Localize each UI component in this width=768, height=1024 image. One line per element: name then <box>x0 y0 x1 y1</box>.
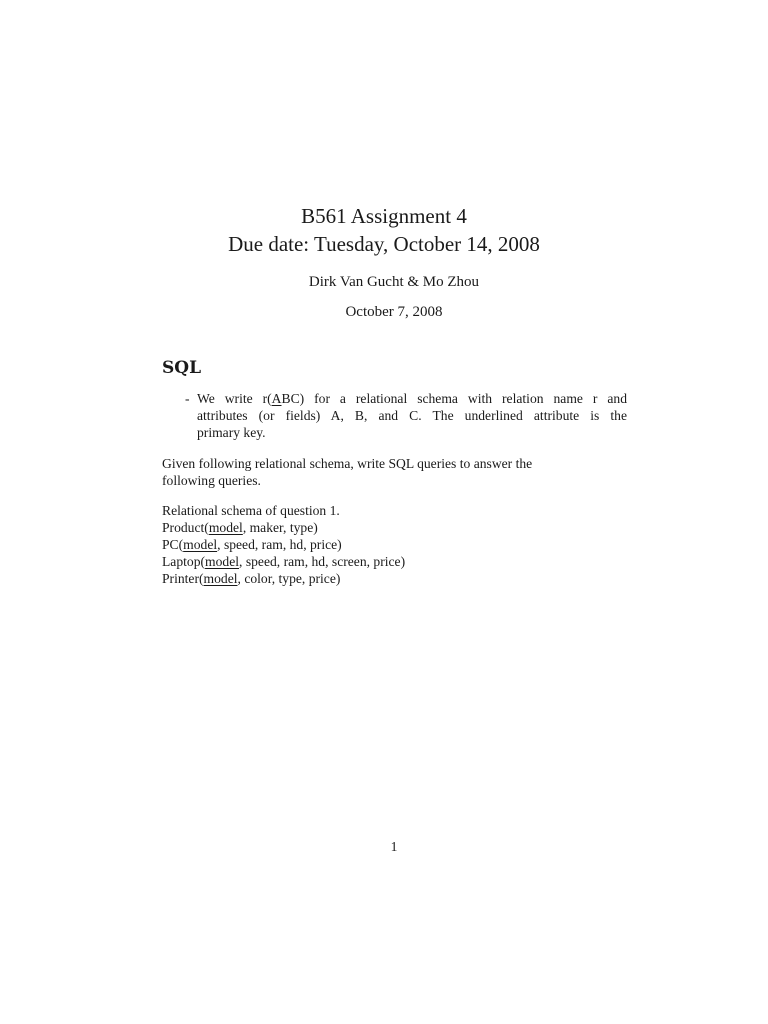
primary-key: model <box>205 554 240 569</box>
intro-line-1: Given following relational schema, write SQL queries to answer the <box>162 456 533 471</box>
title-block <box>0 202 768 258</box>
intro-paragraph <box>162 455 627 489</box>
relation-pc: PC(model, speed, ram, hd, price) <box>162 537 342 552</box>
bullet-dash: - <box>185 391 190 406</box>
authors: Dirk Van Gucht & Mo Zhou <box>308 274 480 290</box>
section-heading: SQL <box>162 358 202 378</box>
due-date: Due date: Tuesday, October 14, 2008 <box>228 232 540 256</box>
notation-note <box>185 390 627 441</box>
primary-key: model <box>183 537 218 552</box>
note-line-1: We write r(ABC) for a relational schema with relation name r and <box>197 391 627 406</box>
relation-product: Product(model, maker, type) <box>162 520 318 535</box>
schema-block <box>162 502 627 587</box>
note-line-2: attributes (or fields) A, B, and C. The underlined attribute is the <box>197 408 627 423</box>
relation-laptop: Laptop(model, speed, ram, hd, screen, price) <box>162 554 406 569</box>
note-line-3: primary key. <box>197 425 266 440</box>
primary-key: model <box>208 520 243 535</box>
intro-line-2: following queries. <box>162 473 261 488</box>
assignment-title: B561 Assignment 4 <box>301 204 467 228</box>
relation-printer: Printer(model, color, type, price) <box>162 571 341 586</box>
primary-key: model <box>203 571 238 586</box>
underlined-key: A <box>271 391 282 406</box>
document-date: October 7, 2008 <box>345 304 443 320</box>
page-number: 1 <box>390 839 398 854</box>
schema-heading: Relational schema of question 1. <box>162 503 340 518</box>
